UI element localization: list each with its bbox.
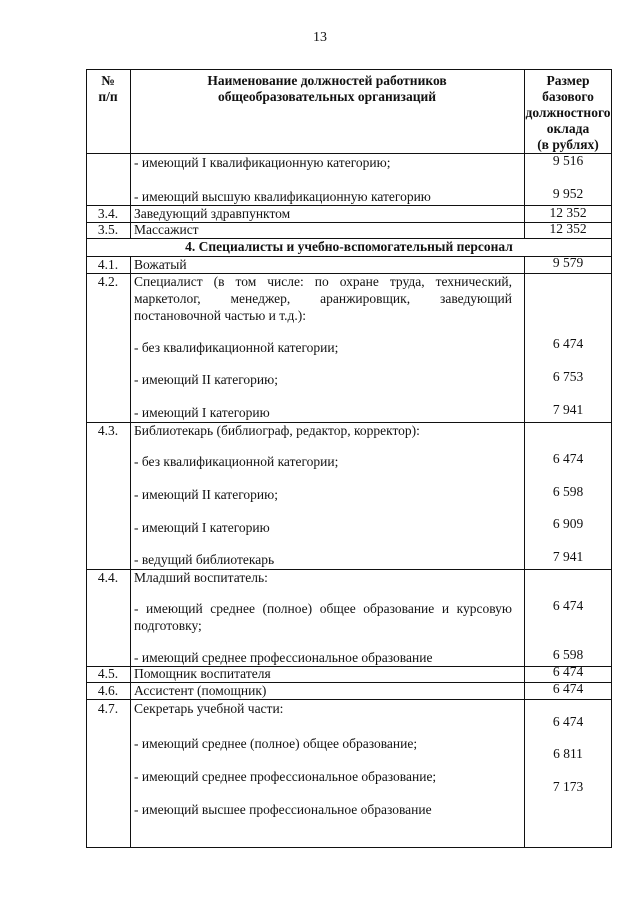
row-4-3-nocat-value: 6 474 [552,451,584,466]
row-4-4-secondary-label-line1: - имеющий среднее (полное) общее образование и курсовую [134,601,512,616]
header-size-line5: (в рублях) [537,137,599,152]
row-4-2-nocat-value: 6 474 [552,336,584,351]
row-4-7-higher-value: 7 173 [552,779,584,794]
row-4-3-lead-label: - ведущий библиотекарь [134,552,275,567]
row-4-1-number: 4.1. [97,257,119,272]
row-cathigh-label: - имеющий высшую квалификационную категорию [134,189,431,204]
row-3-4-value: 12 352 [549,205,587,220]
header-size-line2: базового [542,89,594,104]
row-4-7-number: 4.7. [97,701,119,716]
row-4-4-number: 4.4. [97,570,119,585]
header-name-line2: общеобразовательных организаций [217,89,437,104]
salary-table [86,69,612,848]
row-3-4-label: Заведующий здравпунктом [134,206,291,221]
row-cathigh-value: 9 952 [552,186,584,201]
row-4-2-nocat-label: - без квалификационной категории; [134,340,339,355]
row-4-6-label: Ассистент (помощник) [134,683,267,698]
row-4-3-cat2-value: 6 598 [552,484,584,499]
row-cat1-value: 9 516 [552,153,584,168]
row-3-5-label: Массажист [134,222,199,237]
row-4-4-title: Младший воспитатель: [134,570,268,585]
row-4-2-title-line2: маркетолог, менеджер, аранжировщик, заведующий [134,291,512,306]
row-4-7-general-label: - имеющий среднее (полное) общее образование; [134,736,418,751]
row-3-4-number: 3.4. [97,206,119,221]
row-cat1-label: - имеющий I квалификационную категорию; [134,155,391,170]
row-4-4-professional-label: - имеющий среднее профессиональное образование [134,650,433,665]
header-name-line1: Наименование должностей работников [207,73,447,88]
header-size-line4: оклада [546,121,590,136]
row-3-5-value: 12 352 [549,221,587,236]
row-4-6-number: 4.6. [97,683,119,698]
row-4-5-label: Помощник воспитателя [134,666,271,681]
row-4-7-higher-label: - имеющий высшее профессиональное образование [134,802,432,817]
row-4-3-lead-value: 7 941 [552,549,584,564]
row-4-2-number: 4.2. [97,274,119,289]
row-4-2-title-line3: постановочной частью и т.д.): [134,308,307,323]
row-4-3-nocat-label: - без квалификационной категории; [134,454,339,469]
row-4-2-cat2-label: - имеющий II категорию; [134,372,278,387]
header-num-line2: п/п [98,89,118,104]
header-size-line3: должностного [525,105,611,120]
row-4-7-professional-value: 6 811 [553,746,583,761]
page-number: 13 [313,30,327,45]
row-4-2-title-line1: Специалист (в том числе: по охране труда, технический, [134,274,512,289]
row-4-6-value: 6 474 [552,681,584,696]
row-divider [86,699,612,700]
row-4-2-cat1-label: - имеющий I категорию [134,405,270,420]
row-4-3-number: 4.3. [97,423,119,438]
row-4-2-cat1-value: 7 941 [552,402,584,417]
row-4-4-secondary-label-line2: подготовку; [134,618,202,633]
col-divider [130,256,131,848]
row-4-7-title: Секретарь учебной части: [134,701,284,716]
header-num-line1: № [101,73,115,88]
row-4-1-label: Вожатый [134,257,187,272]
row-4-3-cat1-label: - имеющий I категорию [134,520,270,535]
row-4-7-general-value: 6 474 [552,714,584,729]
row-4-2-cat2-value: 6 753 [552,369,584,384]
row-4-3-cat2-label: - имеющий II категорию; [134,487,278,502]
header-size-line1: Размер [546,73,590,88]
row-4-3-cat1-value: 6 909 [552,516,584,531]
row-4-1-value: 9 579 [552,255,584,270]
row-4-4-professional-value: 6 598 [552,647,584,662]
row-4-4-secondary-value: 6 474 [552,598,584,613]
row-4-7-professional-label: - имеющий среднее профессиональное образование; [134,769,437,784]
row-3-5-number: 3.5. [97,222,119,237]
row-4-3-title: Библиотекарь (библиограф, редактор, корректор): [134,423,420,438]
row-4-5-value: 6 474 [552,664,584,679]
section-4-heading: 4. Специалисты и учебно-вспомогательный персонал [185,239,513,254]
row-4-5-number: 4.5. [97,666,119,681]
